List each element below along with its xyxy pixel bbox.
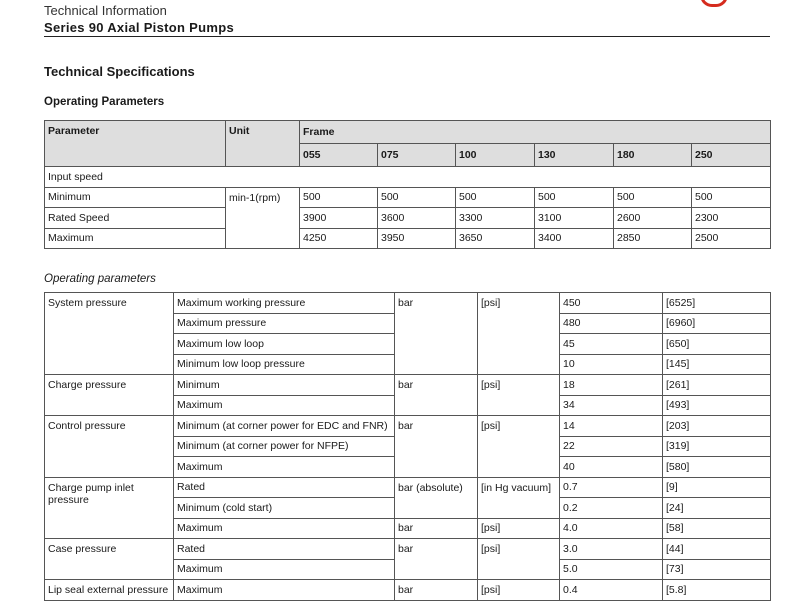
unit-cell: bar bbox=[395, 416, 478, 478]
group-label: Input speed bbox=[45, 167, 771, 188]
table-row bbox=[45, 539, 771, 560]
unit-cell: min-1(rpm) bbox=[226, 187, 300, 249]
table-row bbox=[45, 375, 771, 396]
cell-value: 4250 bbox=[300, 228, 378, 249]
cell-value: 3600 bbox=[378, 208, 456, 229]
cell-value: 500 bbox=[692, 187, 771, 208]
cell-value-alt: [9] bbox=[663, 477, 771, 498]
cell-value: 500 bbox=[378, 187, 456, 208]
table-row bbox=[45, 580, 771, 601]
cell-value: 10 bbox=[560, 354, 663, 375]
header-parameter: Parameter bbox=[45, 121, 226, 167]
cell-value: 480 bbox=[560, 313, 663, 334]
unit-cell: bar bbox=[395, 539, 478, 580]
doc-type: Technical Information bbox=[44, 3, 167, 18]
cell-value: 3650 bbox=[456, 228, 535, 249]
group-name: Lip seal external pressure bbox=[45, 580, 174, 601]
speed-table bbox=[44, 120, 771, 249]
header-frame: Frame bbox=[300, 121, 771, 144]
row-label: Minimum (cold start) bbox=[174, 498, 395, 519]
row-label: Maximum pressure bbox=[174, 313, 395, 334]
cell-value-alt: [145] bbox=[663, 354, 771, 375]
cell-value: 40 bbox=[560, 457, 663, 478]
pressure-table bbox=[44, 292, 771, 601]
frame-size: 250 bbox=[692, 144, 771, 167]
unit-alt-cell: [psi] bbox=[478, 375, 560, 416]
unit-alt-cell: [psi] bbox=[478, 539, 560, 580]
row-label: Minimum bbox=[174, 375, 395, 396]
unit-alt-cell: [in Hg vacuum] bbox=[478, 477, 560, 518]
unit-cell: bar bbox=[395, 580, 478, 601]
cell-value: 18 bbox=[560, 375, 663, 396]
cell-value-alt: [58] bbox=[663, 518, 771, 539]
cell-value: 0.2 bbox=[560, 498, 663, 519]
row-label: Rated bbox=[174, 477, 395, 498]
row-label: Maximum bbox=[174, 518, 395, 539]
document-header bbox=[44, 3, 770, 36]
cell-value: 34 bbox=[560, 395, 663, 416]
group-name: System pressure bbox=[45, 293, 174, 375]
frame-size: 100 bbox=[456, 144, 535, 167]
cell-value: 500 bbox=[535, 187, 614, 208]
cell-value-alt: [319] bbox=[663, 436, 771, 457]
cell-value: 3300 bbox=[456, 208, 535, 229]
cell-value: 14 bbox=[560, 416, 663, 437]
group-name: Case pressure bbox=[45, 539, 174, 580]
unit-alt-cell: [psi] bbox=[478, 416, 560, 478]
cell-value: 2600 bbox=[614, 208, 692, 229]
cell-value-alt: [650] bbox=[663, 334, 771, 355]
cell-value: 2850 bbox=[614, 228, 692, 249]
pressure-table-title: Operating parameters bbox=[44, 273, 156, 285]
table-row bbox=[45, 208, 771, 229]
cell-value: 500 bbox=[300, 187, 378, 208]
cell-value-alt: [44] bbox=[663, 539, 771, 560]
row-label: Rated bbox=[174, 539, 395, 560]
cell-value-alt: [24] bbox=[663, 498, 771, 519]
row-label: Maximum bbox=[174, 559, 395, 580]
row-label: Minimum low loop pressure bbox=[174, 354, 395, 375]
unit-alt-cell: [psi] bbox=[478, 293, 560, 375]
frame-size: 130 bbox=[535, 144, 614, 167]
cell-value: 3400 bbox=[535, 228, 614, 249]
table-row bbox=[45, 167, 771, 188]
cell-value: 3900 bbox=[300, 208, 378, 229]
row-label: Maximum bbox=[174, 457, 395, 478]
cell-value: 5.0 bbox=[560, 559, 663, 580]
cell-value: 45 bbox=[560, 334, 663, 355]
table-row bbox=[45, 477, 771, 498]
section-title: Technical Specifications bbox=[44, 64, 195, 79]
cell-value-alt: [5.8] bbox=[663, 580, 771, 601]
header-divider bbox=[44, 36, 770, 37]
unit-cell: bar (absolute) bbox=[395, 477, 478, 518]
cell-value-alt: [580] bbox=[663, 457, 771, 478]
cell-value: 2300 bbox=[692, 208, 771, 229]
row-label: Minimum bbox=[45, 187, 226, 208]
cell-value-alt: [6960] bbox=[663, 313, 771, 334]
row-label: Maximum working pressure bbox=[174, 293, 395, 314]
group-name: Control pressure bbox=[45, 416, 174, 478]
cell-value: 2500 bbox=[692, 228, 771, 249]
group-name: Charge pump inlet pressure bbox=[45, 477, 174, 539]
row-label: Maximum bbox=[174, 580, 395, 601]
unit-cell: bar bbox=[395, 518, 478, 539]
table-header-row bbox=[45, 121, 771, 144]
frame-size: 180 bbox=[614, 144, 692, 167]
row-label: Maximum bbox=[174, 395, 395, 416]
row-label: Maximum bbox=[45, 228, 226, 249]
group-name: Charge pressure bbox=[45, 375, 174, 416]
cell-value: 3950 bbox=[378, 228, 456, 249]
cell-value: 3.0 bbox=[560, 539, 663, 560]
row-label: Maximum low loop bbox=[174, 334, 395, 355]
cell-value: 450 bbox=[560, 293, 663, 314]
doc-title: Series 90 Axial Piston Pumps bbox=[44, 20, 234, 35]
cell-value: 3100 bbox=[535, 208, 614, 229]
table-row bbox=[45, 293, 771, 314]
cell-value-alt: [73] bbox=[663, 559, 771, 580]
table-row bbox=[45, 416, 771, 437]
row-label: Rated Speed bbox=[45, 208, 226, 229]
unit-alt-cell: [psi] bbox=[478, 580, 560, 601]
cell-value: 500 bbox=[614, 187, 692, 208]
operating-parameters-title: Operating Parameters bbox=[44, 96, 165, 108]
cell-value: 0.7 bbox=[560, 477, 663, 498]
cell-value: 0.4 bbox=[560, 580, 663, 601]
row-label: Minimum (at corner power for EDC and FNR) bbox=[174, 416, 395, 437]
row-label: Minimum (at corner power for NFPE) bbox=[174, 436, 395, 457]
unit-cell: bar bbox=[395, 293, 478, 375]
table-row bbox=[45, 228, 771, 249]
unit-alt-cell: [psi] bbox=[478, 518, 560, 539]
table-row bbox=[45, 187, 771, 208]
frame-size: 075 bbox=[378, 144, 456, 167]
cell-value: 500 bbox=[456, 187, 535, 208]
cell-value: 22 bbox=[560, 436, 663, 457]
unit-cell: bar bbox=[395, 375, 478, 416]
cell-value-alt: [203] bbox=[663, 416, 771, 437]
cell-value-alt: [6525] bbox=[663, 293, 771, 314]
frame-size: 055 bbox=[300, 144, 378, 167]
cell-value-alt: [493] bbox=[663, 395, 771, 416]
cell-value: 4.0 bbox=[560, 518, 663, 539]
cell-value-alt: [261] bbox=[663, 375, 771, 396]
header-unit: Unit bbox=[226, 121, 300, 167]
